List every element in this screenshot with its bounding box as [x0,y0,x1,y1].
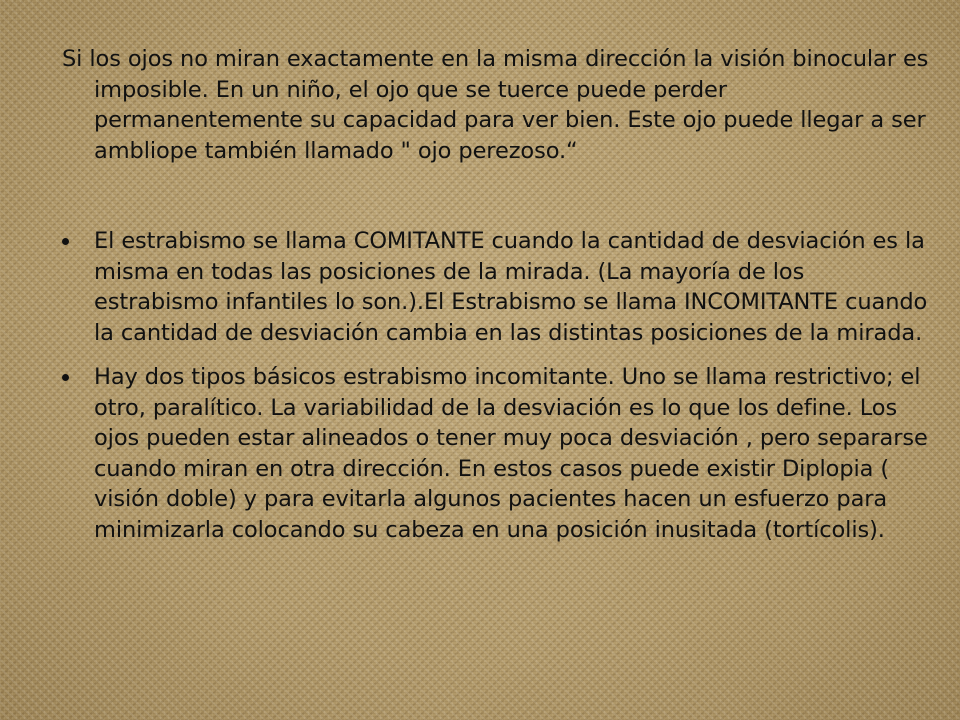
spacer [62,166,930,226]
bullet-icon [62,238,69,245]
bullet-item-comitante [62,226,930,348]
slide-content [62,44,930,559]
bullet-icon [62,374,69,381]
intro-paragraph: Si los ojos no miran exactamente en la misma dirección la visión binocular es imposible. En un niño, el ojo que se tuerce puede perder permanentemente su capacidad para ver bien. Este ojo puede llegar a ser ambliope también llamado " ojo perezoso.“ [62,46,929,164]
bullet-text: Hay dos tipos básicos estrabismo incomitante. Uno se llama restrictivo; el otro, paralítico. La variabilidad de la desviación es lo que los define. Los ojos pueden estar alineados o tener muy poca desviación , pero separarse cuando miran en otra dirección. En estos casos puede existir Diplopia ( visión doble) y para evitarla algunos pacientes hacen un esfuerzo para minimizarla colocando su cabeza en una posición inusitada (tortícolis). [94,364,928,543]
bullet-item-incomitante-types [62,362,930,545]
bullet-text: El estrabismo se llama COMITANTE cuando la cantidad de desviación es la misma en todas las posiciones de la mirada. (La mayoría de los estrabismo infantiles lo son.).El Estrabismo se llama INCOMITANTE cuando la cantidad de desviación cambia en las distintas posiciones de la mirada. [94,228,928,346]
